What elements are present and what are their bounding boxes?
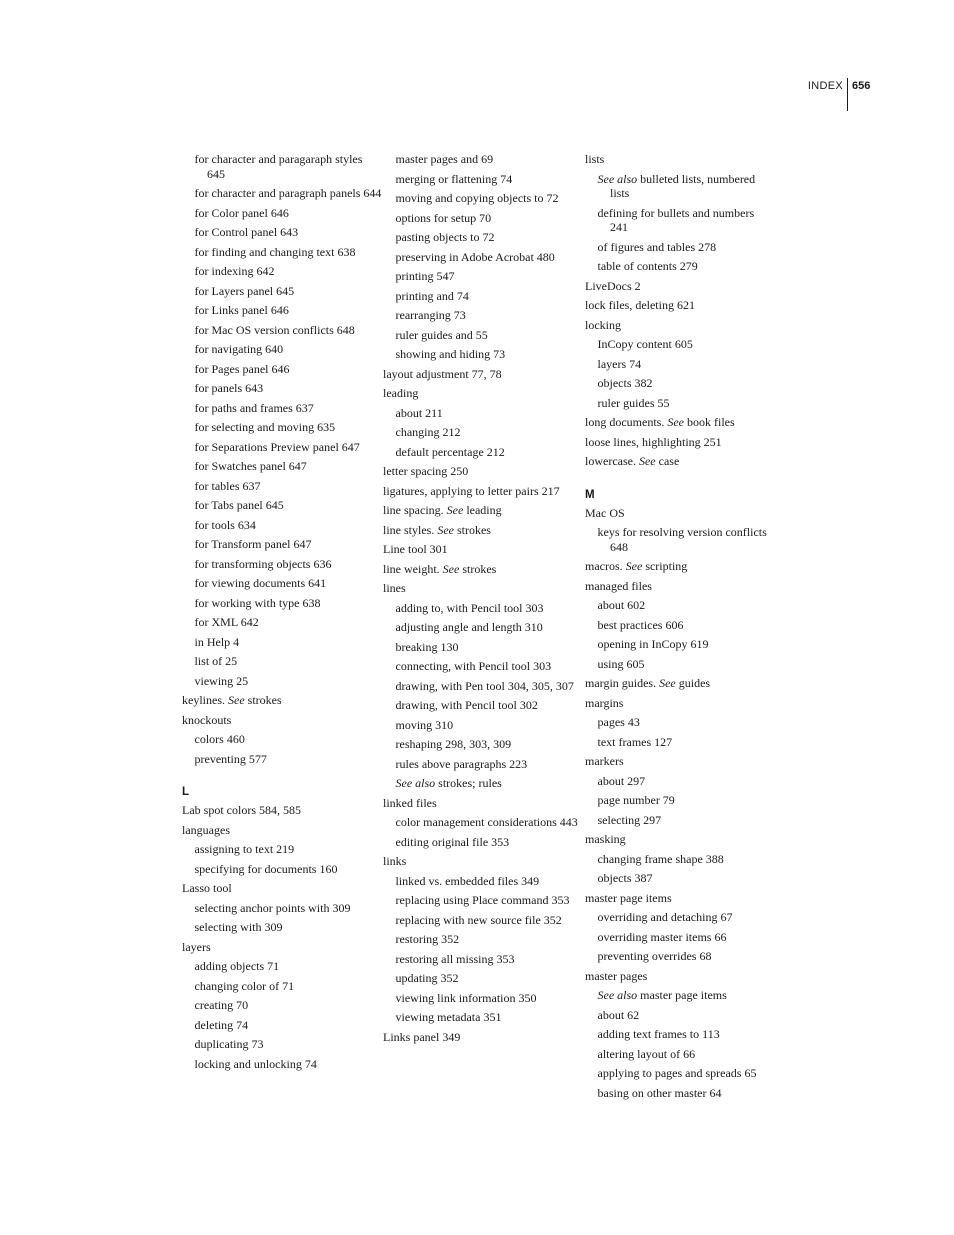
index-subentry: duplicating 73: [194, 1037, 264, 1051]
index-entry: [585, 676, 775, 691]
index-subentry: creating 70: [194, 998, 249, 1012]
index-entry: Line tool 301: [383, 542, 448, 556]
index-subentry: for XML 642: [194, 615, 259, 629]
index-entry: managed files: [585, 578, 652, 593]
index-subentry: replacing with new source file 352: [395, 912, 562, 927]
entry-term: keylines.: [182, 693, 225, 707]
index-subentry: drawing, with Pen tool 304, 305, 307: [395, 678, 574, 693]
index-entry: master pages: [585, 968, 648, 983]
index-entry: ligatures, applying to letter pairs 217: [383, 483, 560, 498]
index-subentry: for Swatches panel 647: [194, 459, 307, 473]
section-letter: L: [182, 786, 190, 798]
running-head: INDEX: [807, 80, 843, 92]
index-entry: links: [383, 854, 407, 868]
index-subentry: connecting, with Pencil tool 303: [395, 659, 552, 673]
index-subentry: layers 74: [597, 356, 642, 371]
index-subentry: adding to, with Pencil tool 303: [395, 600, 544, 615]
index-subentry: for Separations Preview panel 647: [194, 439, 360, 454]
entry-term: macros.: [585, 559, 623, 573]
index-subentry: adjusting angle and length 310: [395, 620, 543, 634]
index-subentry: page number 79: [597, 793, 675, 807]
entry-term: line styles.: [383, 522, 435, 537]
index-subentry: for selecting and moving 635: [194, 420, 336, 434]
see-reference-label: See: [638, 454, 656, 468]
index-entry: [383, 503, 583, 518]
index-entry: masking: [585, 832, 626, 846]
index-subentry: default percentage 212: [395, 444, 505, 459]
index-subentry: for viewing documents 641: [194, 576, 327, 590]
index-subentry: breaking 130: [395, 639, 459, 654]
see-reference-label: See: [228, 693, 245, 707]
index-subentry: adding objects 71: [194, 959, 280, 973]
see-reference-target: strokes: [247, 693, 282, 707]
see-reference-target: strokes: [462, 561, 497, 576]
index-entry: markers: [585, 754, 624, 768]
see-reference-label: See: [446, 503, 464, 517]
index-subentry: overriding and detaching 67: [597, 910, 733, 924]
index-entry: [585, 415, 775, 430]
index-subentry: for Transform panel 647: [194, 537, 312, 551]
index-subentry: moving and copying objects to 72: [395, 191, 559, 205]
entry-term: line spacing.: [383, 503, 444, 517]
header-divider: [847, 78, 848, 111]
index-entry: locking: [585, 317, 621, 332]
index-subentry: pasting objects to 72: [395, 230, 495, 244]
index-entry: knockouts: [182, 712, 232, 727]
index-entry: [383, 523, 583, 538]
see-reference-label: See also: [597, 171, 638, 186]
index-entry: lock files, deleting 621: [585, 298, 695, 312]
index-subentry: replacing using Place command 353: [395, 893, 570, 907]
index-entry: Lab spot colors 584, 585: [182, 803, 301, 817]
page-header: [800, 78, 880, 112]
index-subentry: colors 460: [194, 732, 245, 746]
index-entry: Links panel 349: [383, 1029, 461, 1044]
index-entry: languages: [182, 822, 230, 837]
index-entry: [383, 562, 583, 577]
index-entry: loose lines, highlighting 251: [585, 434, 722, 449]
index-subentry: selecting anchor points with 309: [194, 900, 351, 915]
index-subentry: of figures and tables 278: [597, 239, 717, 254]
index-subentry: for panels 643: [194, 381, 264, 395]
index-subentry: in Help 4: [194, 634, 240, 649]
index-entry: Lasso tool: [182, 881, 232, 895]
index-subentry: for transforming objects 636: [194, 556, 332, 571]
index-subentry: selecting 297: [597, 812, 662, 827]
entry-term: margin guides.: [585, 676, 657, 690]
index-subentry: options for setup 70: [395, 210, 492, 225]
index-subentry: table of contents 279: [597, 259, 698, 273]
index-subentry: for tools 634: [194, 517, 256, 532]
index-subentry: changing color of 71: [194, 978, 295, 993]
see-reference-label: See: [442, 561, 460, 576]
index-subentry: best practices 606: [597, 617, 684, 632]
index-subentry: about 297: [597, 773, 646, 788]
index-subentry: basing on other master 64: [597, 1085, 722, 1100]
see-reference-label: See also: [395, 776, 436, 790]
index-subentry: selecting with 309: [194, 920, 283, 934]
see-reference-target: leading: [466, 503, 502, 517]
index-subentry: reshaping 298, 303, 309: [395, 737, 512, 751]
index-subentry: deleting 74: [194, 1017, 249, 1032]
index-subentry: for finding and changing text 638: [194, 244, 356, 259]
index-subentry: about 602: [597, 598, 646, 612]
index-entry: linked files: [383, 795, 437, 810]
index-column-2: [383, 152, 583, 1049]
index-subentry: pages 43: [597, 715, 640, 729]
index-entry: margins: [585, 695, 624, 710]
index-subentry: for paths and frames 637: [194, 400, 314, 415]
see-reference-target: master page items: [640, 988, 727, 1002]
index-subentry: [585, 172, 775, 201]
index-subentry: opening in InCopy 619: [597, 637, 709, 651]
index-entry: LiveDocs 2: [585, 278, 641, 293]
index-column-3: [585, 152, 775, 1105]
index-subentry: merging or flattening 74: [395, 171, 513, 186]
see-reference-target: strokes: [456, 522, 491, 537]
index-entry: [182, 693, 382, 708]
index-subentry: rules above paragraphs 223: [395, 756, 528, 771]
page-number: 656: [852, 80, 871, 92]
index-subentry: objects 382: [597, 376, 653, 390]
index-subentry: viewing metadata 351: [395, 1010, 502, 1024]
index-subentry: master pages and 69: [395, 152, 494, 166]
index-subentry: linked vs. embedded files 349: [395, 873, 540, 888]
index-subentry: keys for resolving version conflicts 648: [597, 525, 767, 554]
index-subentry: for Layers panel 645: [194, 283, 295, 298]
see-reference-target: strokes; rules: [438, 776, 502, 790]
index-subentry: for Tabs panel 645: [194, 498, 284, 512]
index-subentry: viewing 25: [194, 673, 249, 688]
index-subentry: for Mac OS version conflicts 648: [194, 322, 355, 337]
index-subentry: color management considerations 443: [395, 815, 578, 829]
index-subentry: applying to pages and spreads 65: [597, 1066, 757, 1080]
index-subentry: text frames 127: [597, 734, 673, 749]
index-subentry: preventing 577: [194, 751, 267, 766]
index-entry: layers: [182, 939, 211, 954]
see-reference-target: scripting: [645, 559, 688, 573]
index-subentry: drawing, with Pencil tool 302: [395, 698, 538, 712]
see-reference-label: See: [625, 559, 643, 573]
index-entry: [585, 559, 775, 574]
index-subentry: ruler guides and 55: [395, 327, 488, 342]
index-subentry: for Links panel 646: [194, 303, 289, 317]
index-subentry: InCopy content 605: [597, 337, 693, 351]
index-subentry: objects 387: [597, 871, 653, 885]
index-subentry: assigning to text 219: [194, 842, 295, 856]
index-entry: [585, 454, 775, 469]
see-reference-target: bulleted lists, numbered lists: [610, 171, 756, 200]
index-subentry: [383, 776, 583, 791]
index-subentry: moving 310: [395, 717, 454, 732]
index-subentry: showing and hiding 73: [395, 347, 506, 361]
index-subentry: [585, 988, 775, 1003]
index-entry: master page items: [585, 890, 672, 905]
index-subentry: updating 352: [395, 971, 459, 985]
index-subentry: restoring all missing 353: [395, 951, 515, 966]
entry-term: lowercase.: [585, 454, 636, 468]
index-entry: layout adjustment 77, 78: [383, 366, 502, 381]
index-entry: lists: [585, 152, 605, 166]
index-subentry: for tables 637: [194, 478, 261, 493]
index-entry: lines: [383, 581, 406, 595]
index-column-1: [182, 152, 382, 1076]
section-letter: M: [585, 488, 595, 501]
index-subentry: specifying for documents 160: [194, 861, 338, 876]
index-subentry: using 605: [597, 656, 645, 671]
see-reference-target: case: [658, 454, 680, 468]
index-subentry: for navigating 640: [194, 342, 284, 356]
index-subentry: defining for bullets and numbers 241: [597, 205, 755, 234]
index-subentry: for Pages panel 646: [194, 361, 290, 376]
index-subentry: changing 212: [395, 425, 461, 439]
index-subentry: ruler guides 55: [597, 395, 670, 410]
index-subentry: printing 547: [395, 269, 455, 283]
see-reference-label: See: [659, 676, 676, 690]
index-subentry: for Color panel 646: [194, 205, 289, 220]
index-subentry: for indexing 642: [194, 264, 275, 278]
index-subentry: about 211: [395, 405, 443, 420]
index-subentry: rearranging 73: [395, 308, 466, 322]
see-reference-label: See also: [597, 988, 638, 1002]
index-entry: letter spacing 250: [383, 464, 469, 478]
index-subentry: viewing link information 350: [395, 990, 537, 1005]
see-reference-label: See: [437, 522, 454, 537]
index-subentry: for character and paragraph panels 644: [194, 186, 382, 200]
index-entry: Mac OS: [585, 505, 625, 520]
index-subentry: adding text frames to 113: [597, 1027, 720, 1041]
entry-term: long documents.: [585, 415, 665, 429]
index-subentry: preventing overrides 68: [597, 949, 712, 963]
index-subentry: printing and 74: [395, 288, 469, 303]
index-subentry: changing frame shape 388: [597, 851, 724, 866]
index-subentry: restoring 352: [395, 932, 460, 946]
index-subentry: list of 25: [194, 654, 238, 668]
see-reference-target: guides: [678, 676, 711, 690]
index-subentry: for working with type 638: [194, 595, 321, 610]
entry-term: line weight.: [383, 561, 440, 576]
see-reference-target: book files: [686, 415, 735, 429]
index-subentry: about 62: [597, 1007, 640, 1022]
index-subentry: editing original file 353: [395, 834, 510, 849]
index-subentry: locking and unlocking 74: [194, 1056, 317, 1071]
see-reference-label: See: [667, 415, 684, 429]
index-entry: leading: [383, 386, 419, 400]
index-subentry: for Control panel 643: [194, 225, 299, 239]
index-subentry: altering layout of 66: [597, 1046, 696, 1061]
index-subentry: for character and paragaraph styles 645: [194, 152, 363, 181]
index-subentry: overriding master items 66: [597, 929, 727, 944]
index-subentry: preserving in Adobe Acrobat 480: [395, 249, 555, 264]
